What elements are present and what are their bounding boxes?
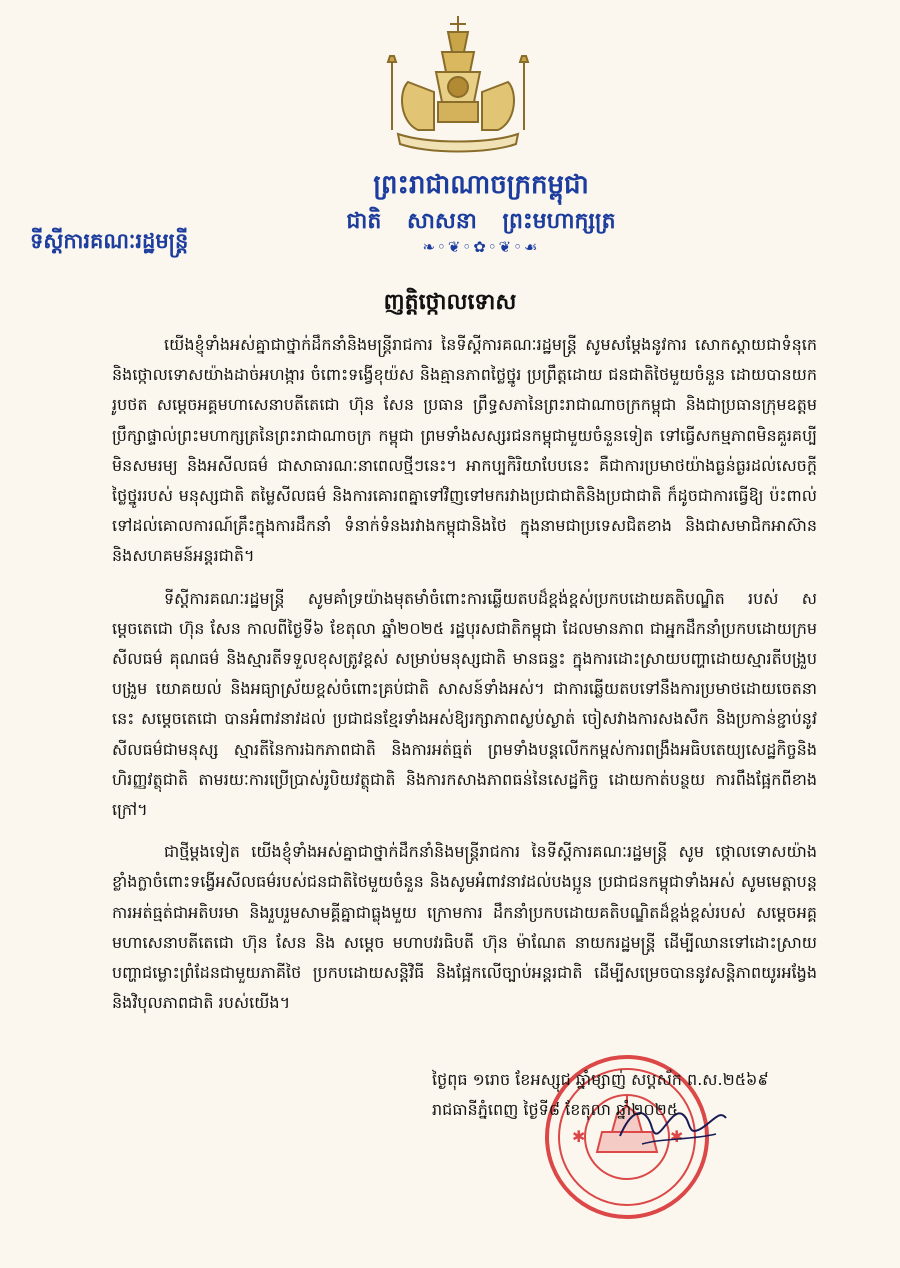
document-body bbox=[112, 330, 817, 1018]
paragraph: ទីស្តីការគណៈរដ្ឋមន្ត្រី សូមគាំទ្រយ៉ាងមុតមាំចំពោះការឆ្លើយតបដ៏ខ្ពង់ខ្ពស់ប្រកបដោយគតិបណ្ឌិត របស់ សម្តេចតេជោ ហ៊ុន សែន កាលពីថ្ងៃទី៦ ខែតុលា ឆ្នាំ២០២៥ រដ្ឋបុរសជាតិកម្ពុជា ដែលមានភាព ជាអ្នកដឹកនាំប្រកបដោយក្រមសីលធម៌ គុណធម៌ និងស្មារតីទទួលខុសត្រូវខ្ពស់ សម្រាប់មនុស្សជាតិ មានធន្ទះ ក្នុងការដោះស្រាយបញ្ហាដោយស្មារតីបង្រួបបង្រួម យោគយល់ និងអធ្យាស្រ័យខ្ពស់ចំពោះគ្រប់ជាតិ សាសន៍ទាំងអស់។ ជាការឆ្លើយតបទៅនឹងការប្រមាថដោយចេតនានេះ សម្តេចតេជោ បានអំពាវនាវដល់ ប្រជាជនខ្មែរទាំងអស់ឱ្យរក្សាភាពស្ងប់ស្ងាត់ ចៀសវាងការសងសឹក និងប្រកាន់ខ្ជាប់នូវសីលធម៌ជាមនុស្ស ស្មារតីនៃការឯកភាពជាតិ និងការអត់ធ្មត់ ព្រមទាំងបន្តលើកកម្ពស់ការពង្រឹងអធិបតេយ្យសេដ្ឋកិច្ចនិង ហិរញ្ញវត្ថុជាតិ តាមរយៈការប្រើប្រាស់រូបិយវត្ថុជាតិ និងការកសាងភាពធន់នៃសេដ្ឋកិច្ច ដោយកាត់បន្ថយ ការពឹងផ្អែកពីខាងក្រៅ។ bbox=[112, 588, 817, 820]
paragraph: ជាថ្មីម្តងទៀត យើងខ្ញុំទាំងអស់គ្នាជាថ្នាក់ដឹកនាំនិងមន្ត្រីរាជការ នៃទីស្តីការគណៈរដ្ឋមន្ត្រី សូម ថ្កោលទោសយ៉ាងខ្លាំងក្លាចំពោះទង្វើអសីលធម៌របស់ជនជាតិថៃមួយចំនួន និងសូមអំពាវនាវដល់បងប្អូន ប្រជាជនកម្ពុជាទាំងអស់ សូមមេត្តាបន្តការអត់ធ្មត់ជាអតិបរមា និងរួបរួមសាមគ្គីគ្នាជាធ្លុងមួយ ក្រោមការ ដឹកនាំប្រកបដោយគតិបណ្ឌិតដ៏ខ្ពង់ខ្ពស់របស់ សម្តេចអគ្គមហាសេនាបតីតេជោ ហ៊ុន សែន និង សម្តេច មហាបវរធិបតី ហ៊ុន ម៉ាណែត នាយករដ្ឋមន្ត្រី ដើម្បីឈានទៅដោះស្រាយបញ្ហាជម្លោះព្រំដែនជាមួយភាគីថៃ ប្រកបដោយសន្តិវិធី និងផ្អែកលើច្បាប់អន្តរជាតិ ដើម្បីសម្រេចបាននូវសន្តិភាពយូរអង្វែងនិងវិបុលភាពជាតិ របស់យើង។ bbox=[112, 842, 817, 1013]
royal-coat-of-arms-icon bbox=[378, 12, 538, 162]
date-block bbox=[432, 1065, 832, 1125]
national-motto: ជាតិ សាសនា ព្រះមហាក្សត្រ bbox=[346, 209, 616, 234]
solar-date: រាជធានីភ្នំពេញ ថ្ងៃទី៨ ខែតុលា ឆ្នាំ២០២៥ bbox=[432, 1100, 679, 1119]
kingdom-name: ព្រះរាជាណាចក្រកម្ពុជា bbox=[373, 170, 589, 200]
svg-text:✱: ✱ bbox=[670, 1127, 684, 1146]
svg-text:✱: ✱ bbox=[572, 1127, 586, 1146]
document-title: ញត្តិថ្កោលទោស bbox=[383, 290, 517, 315]
paragraph: យើងខ្ញុំទាំងអស់គ្នាជាថ្នាក់ដឹកនាំនិងមន្ត្រីរាជការ នៃទីស្តីការគណៈរដ្ឋមន្ត្រី សូមសម្តែងនូវការ សោកស្តាយជាទំនុកេ និងថ្កោលទោសយ៉ាងដាច់អហង្ការ ចំពោះទង្វើខុយ៉ស និងគ្មានភាពថ្លៃថ្នូរ ប្រព្រឹត្តដោយ ជនជាតិថៃមួយចំនួន ដោយបានយករូបថត សម្តេចអគ្គមហាសេនាបតីតេជោ ហ៊ុន សែន ប្រធាន ព្រឹទ្ធសភានៃព្រះរាជាណាចក្រកម្ពុជា និងជាប្រធានក្រុមឧត្តមប្រឹក្សាផ្ទាល់ព្រះមហាក្សត្រនៃព្រះរាជាណាចក្រ កម្ពុជា ព្រមទាំងសស្សរជនកម្ពុជាមួយចំនួនទៀត ទៅធ្វើសកម្មភាពមិនគួរគប្បី មិនសមរម្យ និងអសីលធម៌ ជាសាធារណៈនាពេលថ្មីៗនេះ។ អាកប្បកិរិយាបែបនេះ គឺជាការប្រមាថយ៉ាងធ្ងន់ធ្ងរដល់សេចក្តីថ្លៃថ្នូររបស់ មនុស្សជាតិ តម្លៃសីលធម៌ និងការគោរពគ្នាទៅវិញទៅមករវាងប្រជាជាតិនិងប្រជាជាតិ ក៏ដូចជាការធ្វើឱ្យ ប៉ះពាល់ទៅដល់គោលការណ៍គ្រឹះក្នុងការដឹកនាំ ទំនាក់ទំនងរវាងកម្ពុជានិងថៃ ក្នុងនាមជាប្រទេសជិតខាង និងជាសមាជិកអាស៊ាន និងសហគមន៍អន្តរជាតិ។ bbox=[112, 335, 817, 566]
ornament-divider: ❧◦❦◦✿◦❦◦☙ bbox=[422, 238, 540, 256]
lunar-date: ថ្ងៃពុធ ១រោច ខែអស្សុជ ឆ្នាំម្សាញ់ សប្តស័ក ព.ស.២៥៦៩ bbox=[432, 1070, 769, 1089]
issuing-office: ទីស្តីការគណៈរដ្ឋមន្ត្រី bbox=[30, 229, 189, 253]
